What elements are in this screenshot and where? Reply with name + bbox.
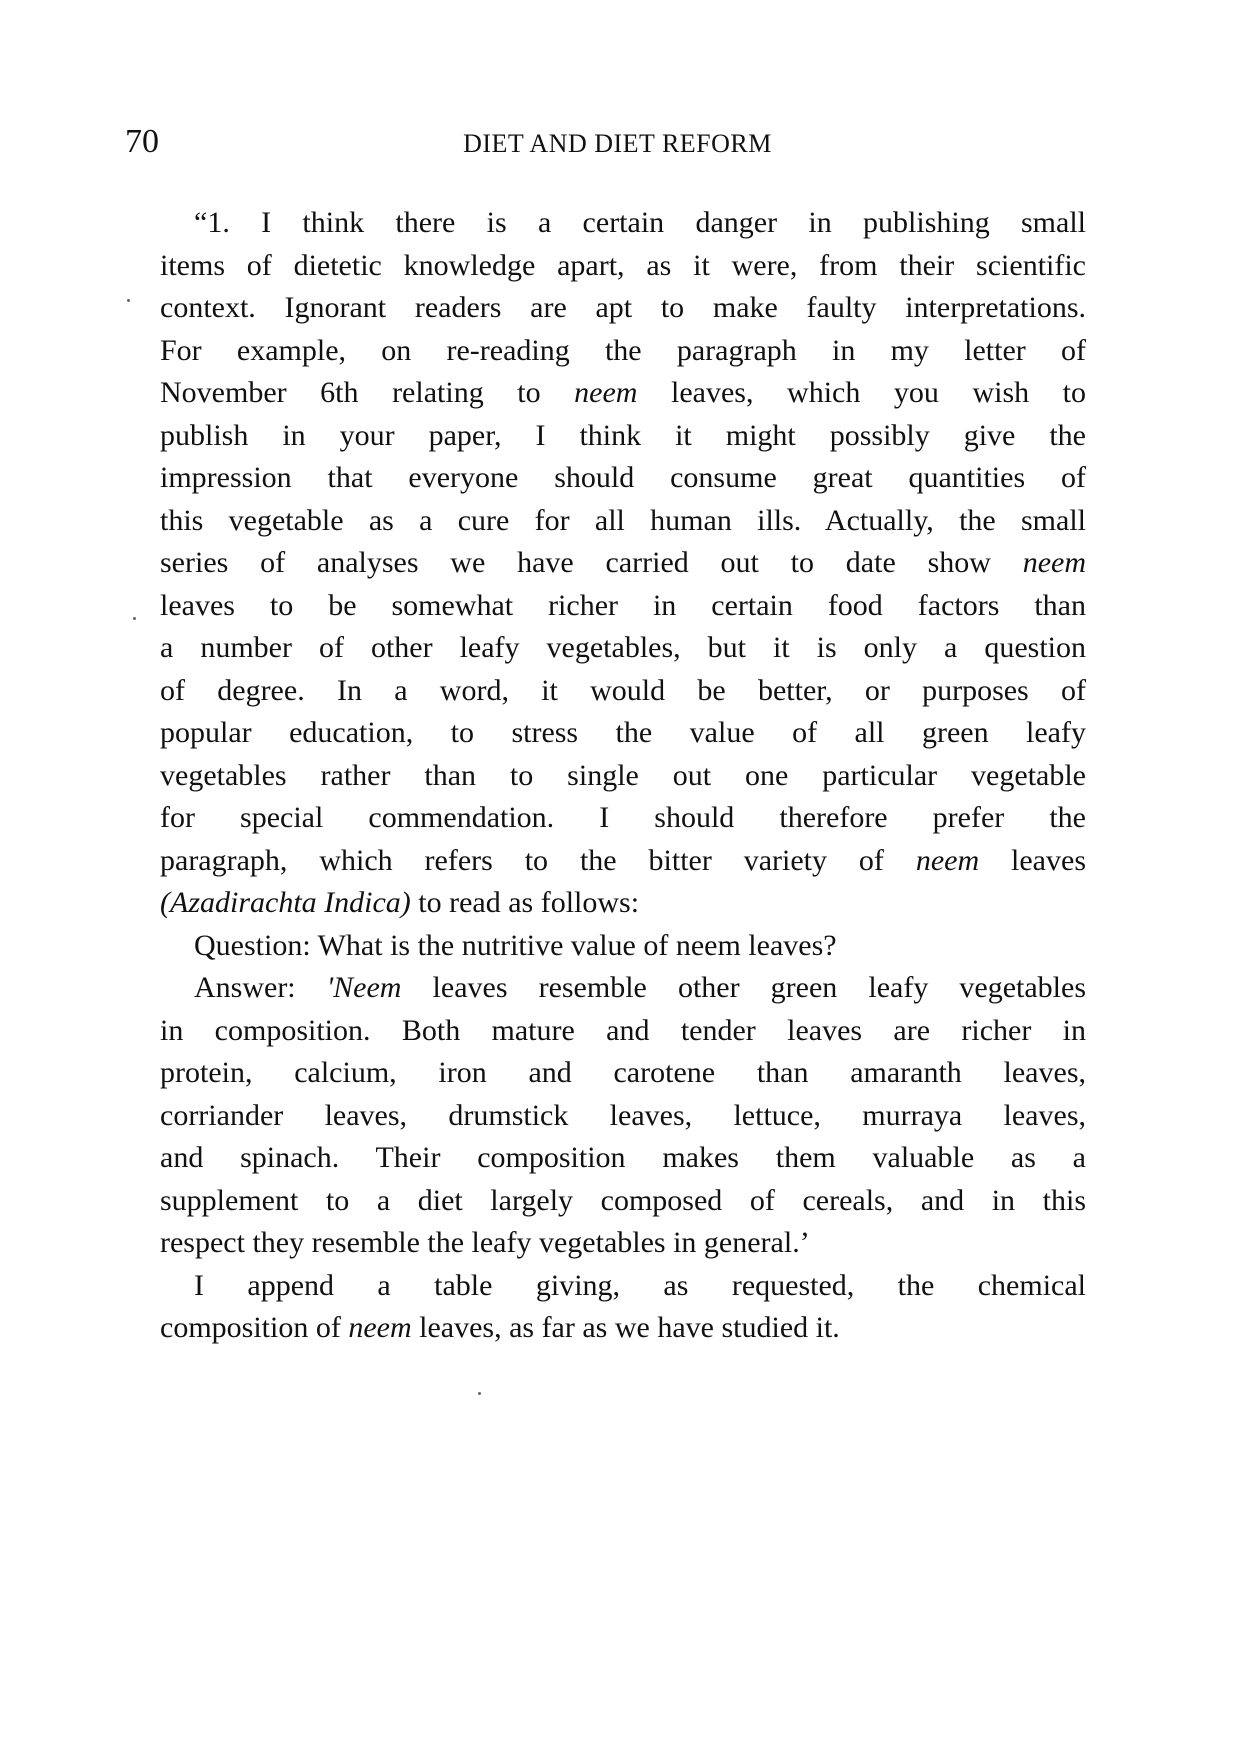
- text-line: this vegetable as a cure for all human ills. Actually, the small: [160, 503, 1086, 537]
- text-line: “1. I think there is a certain danger in publishing small: [194, 206, 1086, 239]
- text-line: corriander leaves, drumstick leaves, lettuce, murraya leaves,: [160, 1098, 1086, 1132]
- text-line: I append a table giving, as requested, the chemical: [194, 1268, 1086, 1302]
- text-line: publish in your paper, I think it might possibly give the: [160, 418, 1086, 452]
- text-line: (Azadirachta Indica) to read as follows:: [160, 886, 640, 919]
- text-line: paragraph, which refers to the bitter variety of neem leaves: [160, 843, 1086, 877]
- text-line: For example, on re-reading the paragraph in my letter of: [160, 333, 1086, 367]
- text-line: impression that everyone should consume great quantities of: [160, 461, 1086, 494]
- text-line: a number of other leafy vegetables, but it is only a question: [160, 631, 1086, 664]
- answer-line: Answer: 'Neem leaves resemble other green leafy vegetables: [194, 971, 1086, 1004]
- text-line: for special commendation. I should therefore prefer the: [160, 801, 1086, 834]
- text-line: composition of neem leaves, as far as we have studied it.: [160, 1311, 840, 1344]
- text-line: supplement to a diet largely composed of cereals, and in this: [160, 1183, 1086, 1217]
- running-head: [125, 122, 1080, 162]
- text-line: popular education, to stress the value of all green leafy: [160, 716, 1086, 749]
- question-line: Question: What is the nutritive value of neem leaves?: [194, 928, 837, 962]
- text-line: vegetables rather than to single out one particular vegetable: [160, 758, 1086, 792]
- text-line: items of dietetic knowledge apart, as it were, from their scientific: [160, 248, 1086, 282]
- letter-text: [160, 202, 1086, 1350]
- text-line: November 6th relating to neem leaves, which you wish to: [160, 376, 1086, 409]
- running-title: DIET AND DIET REFORM: [463, 129, 772, 158]
- print-speck: [478, 1392, 481, 1395]
- text-line: context. Ignorant readers are apt to make faulty interpretations.: [160, 291, 1086, 324]
- print-speck: [133, 617, 136, 620]
- text-line: leaves to be somewhat richer in certain food factors than: [160, 588, 1086, 622]
- text-line: and spinach. Their composition makes them valuable as a: [160, 1141, 1086, 1174]
- page-number: 70: [125, 123, 159, 160]
- print-speck: [127, 299, 130, 302]
- text-line: of degree. In a word, it would be better, or purposes of: [160, 673, 1086, 707]
- text-line: series of analyses we have carried out to date show neem: [160, 546, 1086, 579]
- text-line: in composition. Both mature and tender leaves are richer in: [160, 1013, 1086, 1047]
- text-line: respect they resemble the leafy vegetables in general.’: [160, 1226, 810, 1259]
- text-line: protein, calcium, iron and carotene than amaranth leaves,: [160, 1056, 1086, 1089]
